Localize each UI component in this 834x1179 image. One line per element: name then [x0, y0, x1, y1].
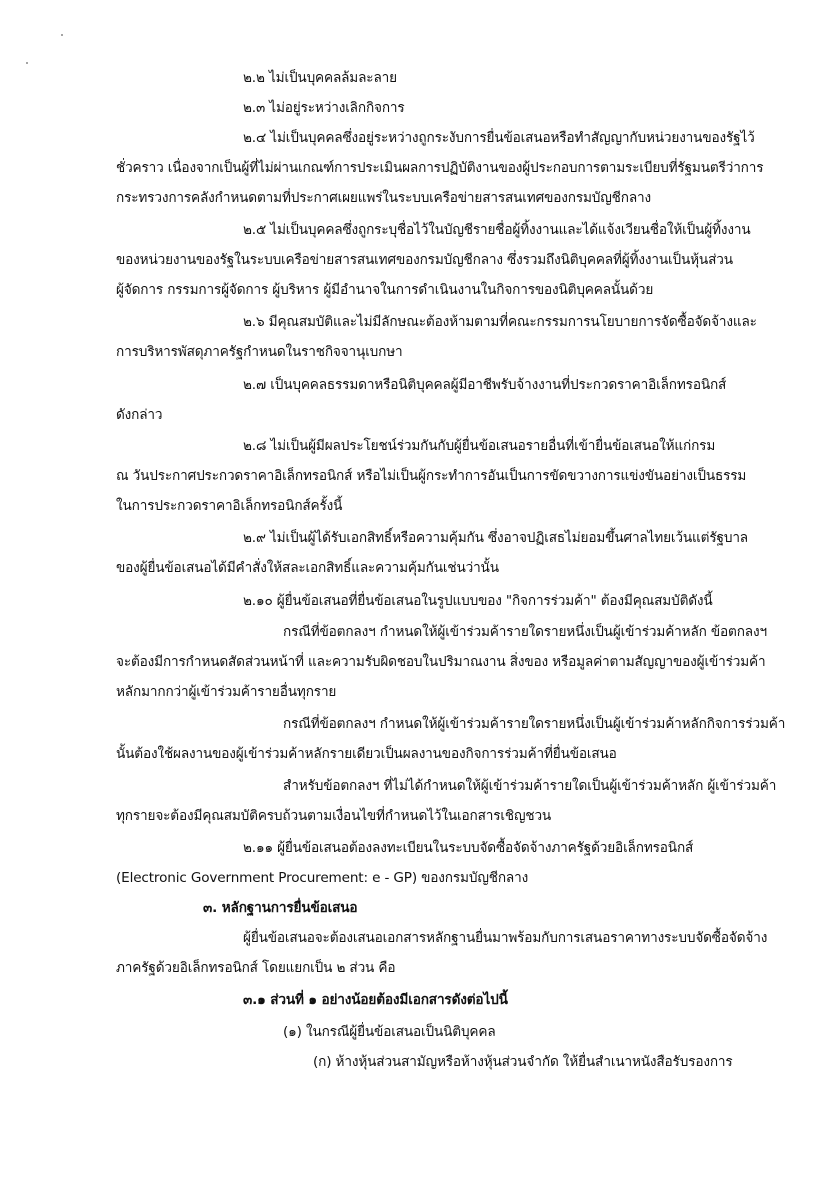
text-line: นั้นต้องใช้ผลงานของผู้เข้าร่วมค้าหลักรายเดียวเป็นผลงานของกิจการร่วมค้าที่ยื่นข้อเสนอ: [116, 746, 617, 762]
text-line: ๒.๘ ไม่เป็นผู้มีผลประโยชน์ร่วมกันกับผู้ยื่นข้อเสนอรายอื่นที่เข้ายื่นข้อเสนอให้แก่กรม: [243, 438, 716, 454]
text-line: ๒.๒ ไม่เป็นบุคคลล้มละลาย: [243, 70, 397, 86]
text-line: ของผู้ยื่นข้อเสนอได้มีคำสั่งให้สละเอกสิทธิ์และความคุ้มกันเช่นว่านั้น: [116, 560, 499, 576]
text-line: ๒.๕ ไม่เป็นบุคคลซึ่งถูกระบุชื่อไว้ในบัญชีรายชื่อผู้ทิ้งงานและได้แจ้งเวียนชื่อให้เป็นผู้ทิ้งงาน: [243, 222, 751, 238]
text-line: ภาครัฐด้วยอิเล็กทรอนิกส์ โดยแยกเป็น ๒ ส่วน คือ: [116, 960, 396, 976]
text-line: ๒.๑๐ ผู้ยื่นข้อเสนอที่ยื่นข้อเสนอในรูปแบบของ "กิจการร่วมค้า" ต้องมีคุณสมบัติดังนี้: [243, 593, 713, 609]
text-line: ๒.๓ ไม่อยู่ระหว่างเลิกกิจการ: [243, 100, 405, 116]
text-line: ผู้จัดการ กรรมการผู้จัดการ ผู้บริหาร ผู้มีอำนาจในการดำเนินงานในกิจการของนิติบุคคลนั้นด้วย: [116, 282, 654, 298]
text-line: กรณีที่ข้อตกลงฯ กำหนดให้ผู้เข้าร่วมค้ารายใดรายหนึ่งเป็นผู้เข้าร่วมค้าหลัก ข้อตกลงฯ: [283, 624, 767, 640]
text-line: การบริหารพัสดุภาครัฐกำหนดในราชกิจจานุเบกษา: [116, 344, 403, 360]
text-line: ผู้ยื่นข้อเสนอจะต้องเสนอเอกสารหลักฐานยื่นมาพร้อมกับการเสนอราคาทางระบบจัดซื้อจัดจ้าง: [243, 930, 768, 946]
text-line: (ก) ห้างหุ้นส่วนสามัญหรือห้างหุ้นส่วนจำกัด ให้ยื่นสำเนาหนังสือรับรองการ: [313, 1054, 733, 1070]
section-heading: ๓. หลักฐานการยื่นข้อเสนอ: [203, 900, 358, 916]
text-line: ณ วันประกาศประกวดราคาอิเล็กทรอนิกส์ หรือไม่เป็นผู้กระทำการอันเป็นการขัดขวางการแข่งขันอย่างเป็นธรรม: [116, 468, 747, 484]
scan-speck: [61, 34, 63, 36]
text-line: ในการประกวดราคาอิเล็กทรอนิกส์ครั้งนี้: [116, 498, 343, 514]
text-line: จะต้องมีการกำหนดสัดส่วนหน้าที่ และความรับผิดชอบในปริมาณงาน สิ่งของ หรือมูลค่าตามสัญญาของผู้เข้าร่วมค้า: [116, 654, 766, 670]
subsection-heading: ๓.๑ ส่วนที่ ๑ อย่างน้อยต้องมีเอกสารดังต่อไปนี้: [243, 992, 508, 1008]
text-line: สำหรับข้อตกลงฯ ที่ไม่ได้กำหนดให้ผู้เข้าร่วมค้ารายใดเป็นผู้เข้าร่วมค้าหลัก ผู้เข้าร่วมค้า: [283, 778, 777, 794]
text-line: ๒.๖ มีคุณสมบัติและไม่มีลักษณะต้องห้ามตามที่คณะกรรมการนโยบายการจัดซื้อจัดจ้างและ: [243, 314, 757, 330]
text-line: (๑) ในกรณีผู้ยื่นข้อเสนอเป็นนิติบุคคล: [283, 1024, 496, 1040]
scan-speck: [26, 62, 28, 64]
text-line: ๒.๑๑ ผู้ยื่นข้อเสนอต้องลงทะเบียนในระบบจัดซื้อจัดจ้างภาครัฐด้วยอิเล็กทรอนิกส์: [243, 840, 694, 856]
text-line: กระทรวงการคลังกำหนดตามที่ประกาศเผยแพร่ในระบบเครือข่ายสารสนเทศของกรมบัญชีกลาง: [116, 190, 651, 206]
text-line: หลักมากกว่าผู้เข้าร่วมค้ารายอื่นทุกราย: [116, 684, 337, 700]
text-line: ๒.๔ ไม่เป็นบุคคลซึ่งอยู่ระหว่างถูกระงับการยื่นข้อเสนอหรือทำสัญญากับหน่วยงานของรัฐไว้: [243, 130, 755, 146]
text-line: ทุกรายจะต้องมีคุณสมบัติครบถ้วนตามเงื่อนไขที่กำหนดไว้ในเอกสารเชิญชวน: [116, 808, 552, 824]
text-line: ดังกล่าว: [116, 407, 163, 423]
text-line: (Electronic Government Procurement: e - GP) ของกรมบัญชีกลาง: [116, 870, 529, 886]
text-line: ของหน่วยงานของรัฐในระบบเครือข่ายสารสนเทศของกรมบัญชีกลาง ซึ่งรวมถึงนิติบุคคลที่ผู้ทิ้งงานเป็นหุ้นส่วน: [116, 252, 733, 268]
text-line: กรณีที่ข้อตกลงฯ กำหนดให้ผู้เข้าร่วมค้ารายใดรายหนึ่งเป็นผู้เข้าร่วมค้าหลักกิจการร่วมค้า: [283, 716, 786, 732]
text-line: ๒.๙ ไม่เป็นผู้ได้รับเอกสิทธิ์หรือความคุ้มกัน ซึ่งอาจปฏิเสธไม่ยอมขึ้นศาลไทยเว้นแต่รัฐบาล: [243, 530, 748, 546]
text-line: ๒.๗ เป็นบุคคลธรรมดาหรือนิติบุคคลผู้มีอาชีพรับจ้างงานที่ประกวดราคาอิเล็กทรอนิกส์: [243, 377, 727, 393]
text-line: ชั่วคราว เนื่องจากเป็นผู้ที่ไม่ผ่านเกณฑ์การประเมินผลการปฏิบัติงานของผู้ประกอบการตามระเบียบที่รัฐมนตรีว่าการ: [116, 160, 764, 176]
